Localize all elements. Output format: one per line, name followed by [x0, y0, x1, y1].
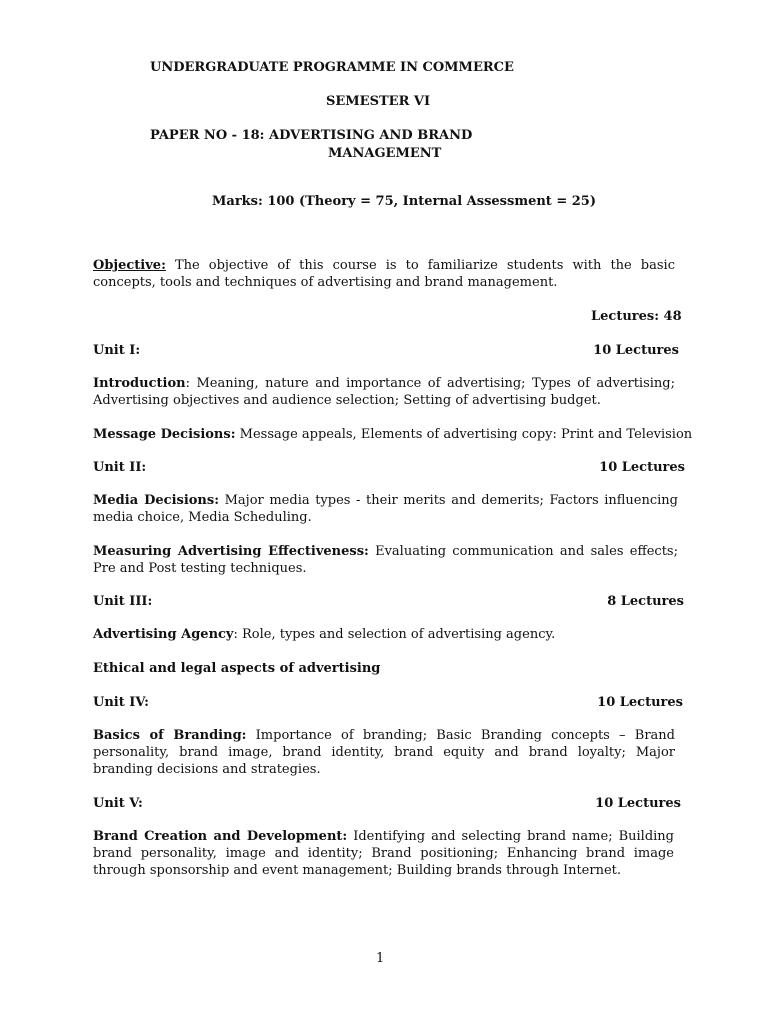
- unit-2-lectures: 10 Lectures: [599, 460, 685, 475]
- topic-title: Measuring Advertising Effectiveness:: [93, 544, 369, 559]
- topic-text: : Meaning, nature and importance of advertising; Types of advertising; Advertising objectives and audience selection; Setting of advertising budget.: [93, 376, 675, 408]
- topic-title: Basics of Branding:: [93, 728, 247, 743]
- page-number: 1: [376, 951, 385, 966]
- semester-title: SEMESTER VI: [326, 94, 431, 109]
- topic-text: Identifying and selecting brand name; Building brand personality, image and identity; Brand positioning; Enhancing brand image through sponsorship and event management; Building brands through Internet.: [93, 829, 674, 878]
- total-lectures: Lectures: 48: [591, 309, 682, 324]
- topic-title: Introduction: [93, 376, 186, 391]
- topic-title: Media Decisions:: [93, 493, 220, 508]
- unit-3-label: Unit III:: [93, 594, 153, 609]
- unit-3-lectures: 8 Lectures: [607, 594, 684, 609]
- topic-text: Message appeals, Elements of advertising copy: Print and Television: [235, 427, 693, 442]
- unit-3-topic-advertising-agency: [93, 626, 675, 643]
- unit-1-lectures: 10 Lectures: [593, 343, 679, 358]
- unit-1-topic-introduction: [93, 375, 675, 409]
- marks-line: Marks: 100 (Theory = 75, Internal Assessment = 25): [212, 194, 596, 209]
- unit-2-label: Unit II:: [93, 460, 147, 475]
- topic-text: Major media types - their merits and demerits; Factors influencing media choice, Media Scheduling.: [93, 493, 678, 525]
- topic-text: : Role, types and selection of advertising agency.: [233, 627, 556, 642]
- objective-label: Objective:: [93, 258, 166, 273]
- unit-5-label: Unit V:: [93, 796, 143, 811]
- topic-title: Message Decisions:: [93, 427, 236, 442]
- objective-paragraph: [93, 257, 675, 291]
- unit-2-topic-media-decisions: [93, 492, 678, 526]
- topic-title: Advertising Agency: [93, 627, 234, 642]
- unit-3-topic-ethical-legal: [93, 660, 675, 677]
- unit-4-label: Unit IV:: [93, 695, 149, 710]
- objective-text: The objective of this course is to familiarize students with the basic concepts, tools and techniques of advertising and brand management.: [93, 258, 675, 290]
- unit-4-lectures: 10 Lectures: [597, 695, 683, 710]
- unit-5-topic-brand-creation: [93, 828, 674, 879]
- unit-1-topic-message-decisions: [93, 426, 693, 443]
- paper-title-line2: MANAGEMENT: [328, 146, 442, 161]
- topic-text: Evaluating communication and sales effects; Pre and Post testing techniques.: [93, 544, 678, 576]
- unit-1-label: Unit I:: [93, 343, 141, 358]
- topic-title: Brand Creation and Development:: [93, 829, 348, 844]
- paper-title-line1: PAPER NO - 18: ADVERTISING AND BRAND: [150, 128, 473, 143]
- topic-title: Ethical and legal aspects of advertising: [93, 661, 381, 676]
- unit-4-topic-basics-of-branding: [93, 727, 675, 778]
- programme-title: UNDERGRADUATE PROGRAMME IN COMMERCE: [150, 60, 514, 75]
- unit-5-lectures: 10 Lectures: [595, 796, 681, 811]
- topic-text: Importance of branding; Basic Branding concepts – Brand personality, brand image, brand identity, brand equity and brand loyalty; Major branding decisions and strategies.: [93, 728, 675, 777]
- unit-2-topic-measuring-effectiveness: [93, 543, 678, 577]
